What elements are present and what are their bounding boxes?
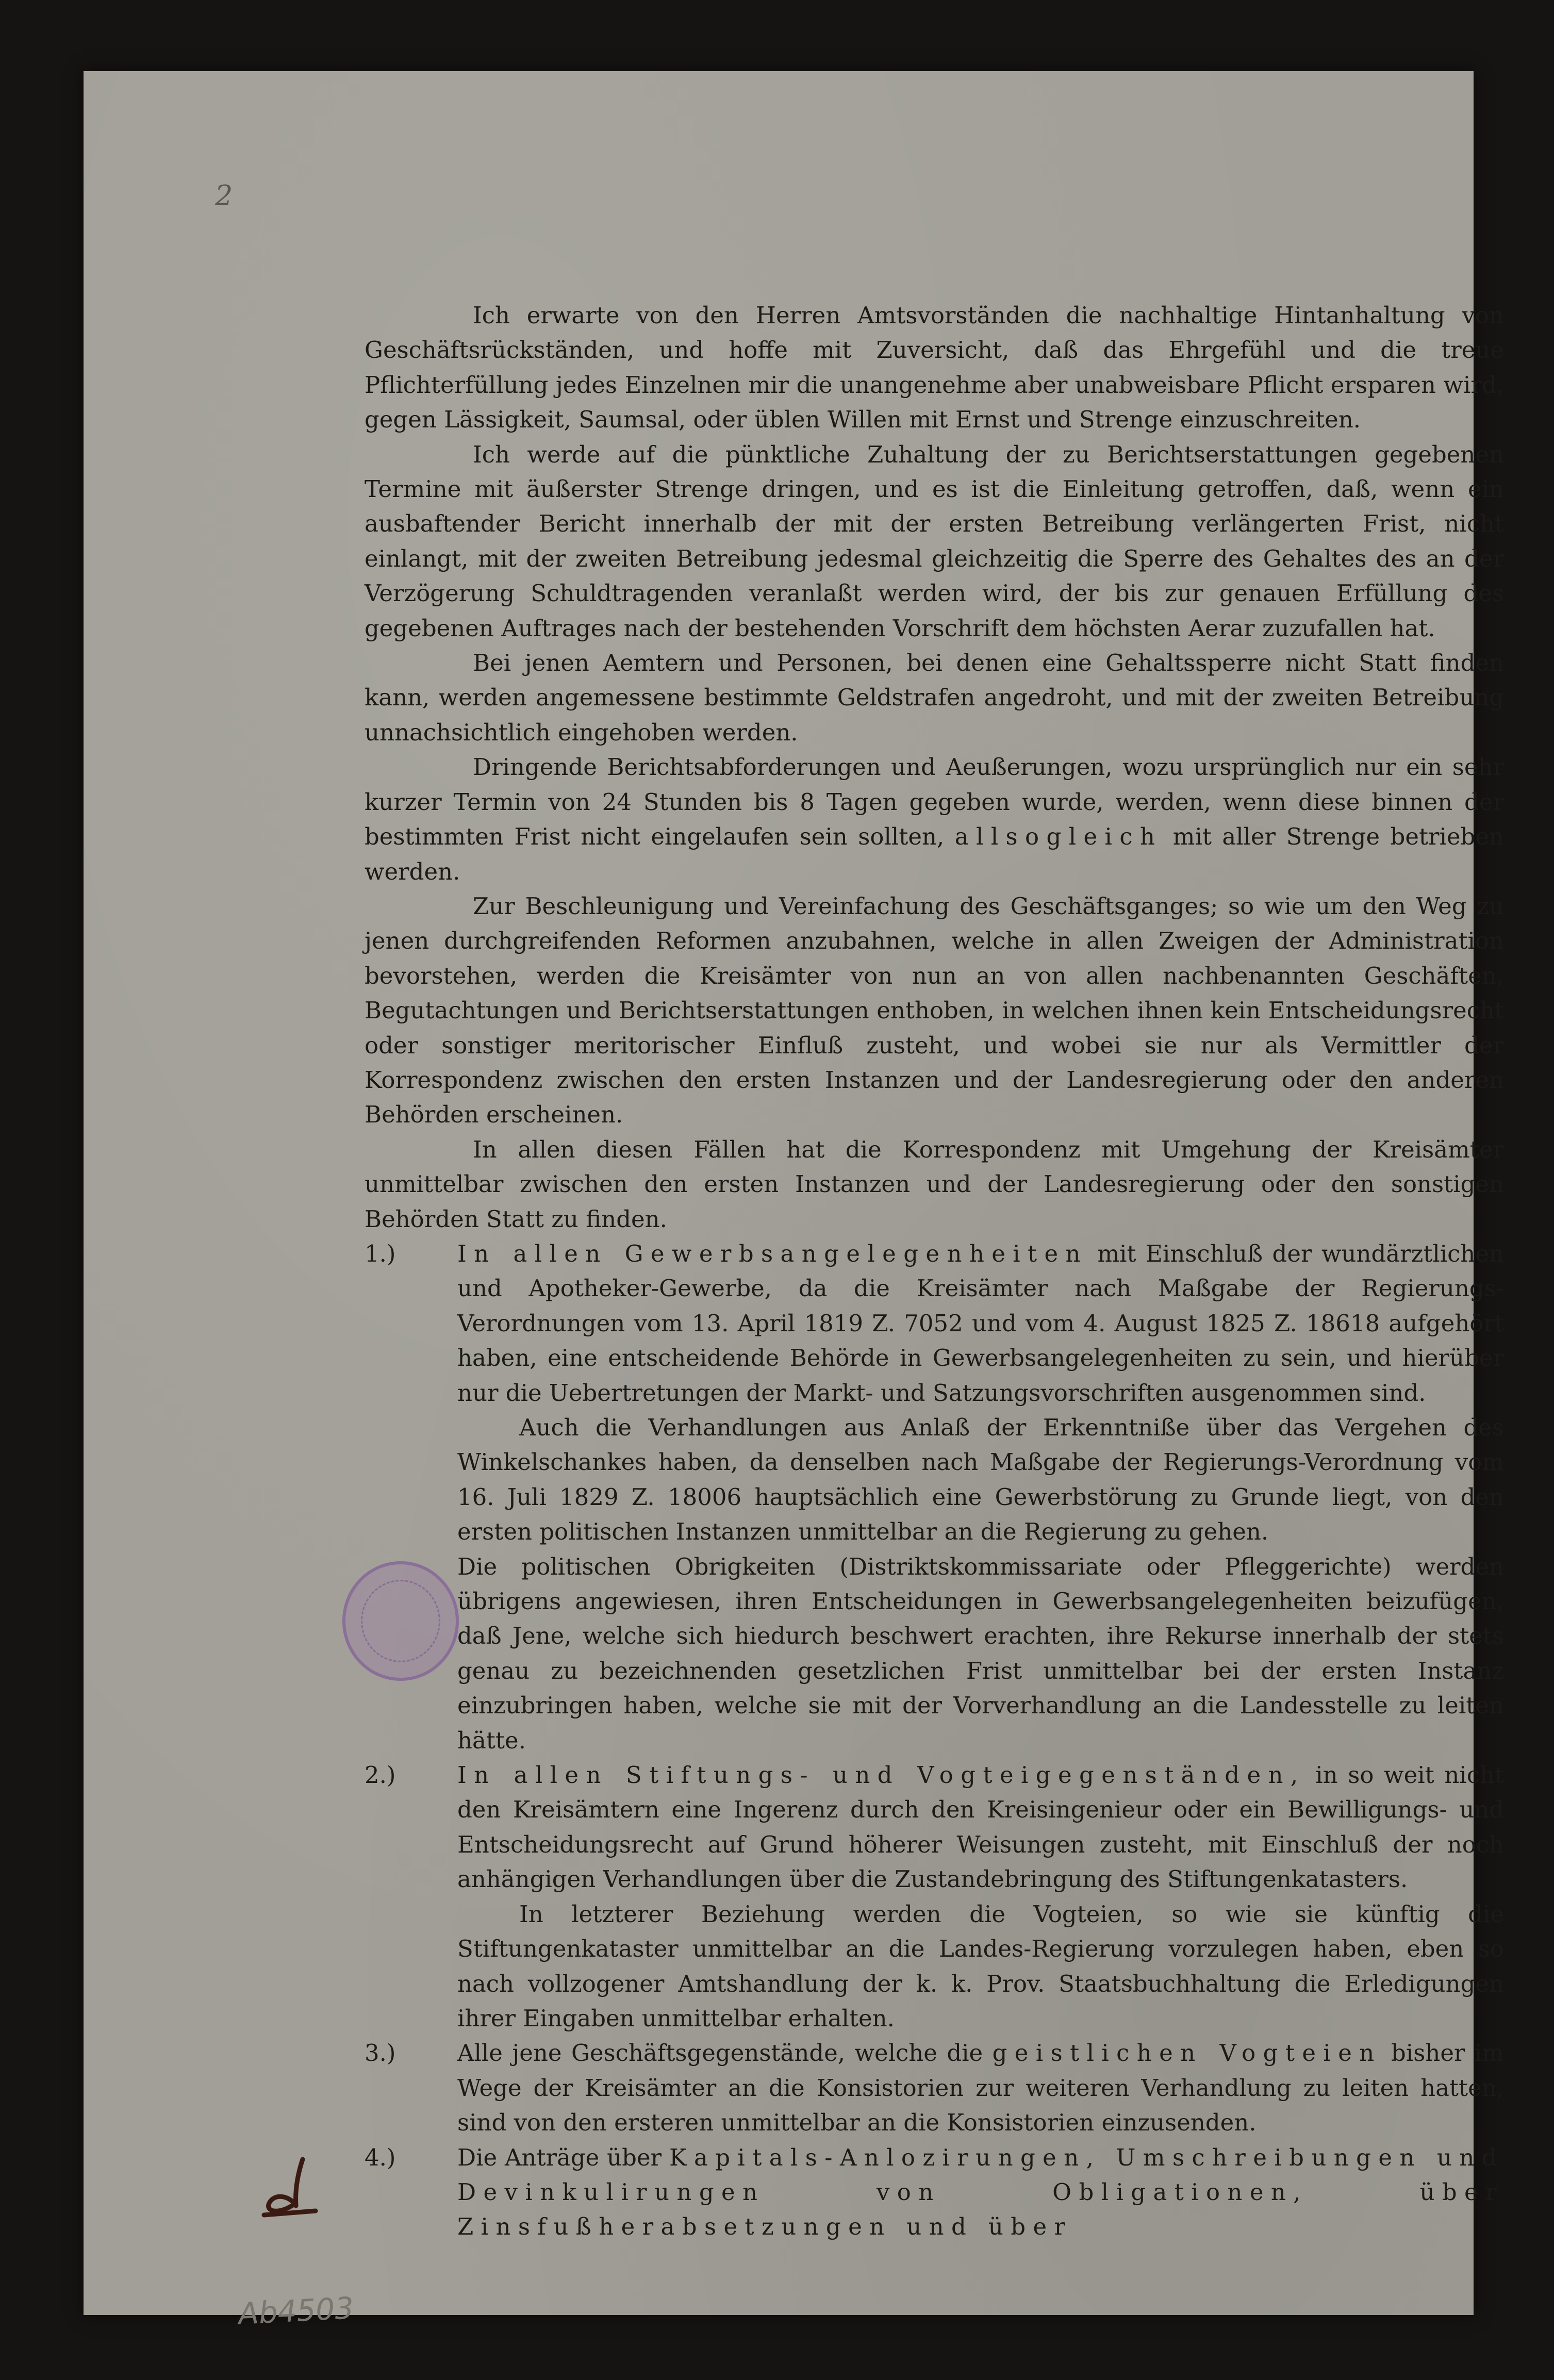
spaced-emphasis: allsogleich (954, 823, 1163, 851)
spaced-emphasis: geistlichen Vogteien (992, 2039, 1382, 2067)
item-number: 1.) (365, 1239, 396, 1267)
paragraph: In letzterer Beziehung werden die Vogteien, so wie sie künftig die Stiftungenkataster unmittelbar an die Landes-Regierung vorzulegen haben, eben so nach vollzogener Amtshandlung der k. k. Prov. Staatsbuchhaltung die Erledigungen ihrer Eingaben unmittelbar erhalten. (457, 1900, 1504, 2032)
page-number: 2 (215, 179, 233, 212)
paragraph: Zur Beschleunigung und Vereinfachung des Geschäftsganges; so wie um den Weg zu jenen durchgreifenden Reformen anzubahnen, welche in allen Zweigen der Administration bevorstehen, werden die Kreisämter von nun an von allen nachbenannten Geschäften, Begutachtungen und Berichtserstattungen enthoben, in welchen ihnen kein Entscheidungsrecht oder sonstiger meritorischer Einfluß zusteht, und wobei sie nur als Vermittler der Korrespondenz zwischen den ersten Instanzen und der Landesregierung oder den anderen Behörden erscheinen. (365, 892, 1504, 1129)
paragraph: Die politischen Obrigkeiten (Distriktskommissariate oder Pfleggerichte) werden übrigens angewiesen, ihren Entscheidungen in Gewerbsangelegenheiten beizufügen, daß Jene, welche sich hiedurch beschwert erachten, ihre Rekurse innerhalb der stets genau zu bezeichnenden gesetzlichen Frist unmittelbar bei der ersten Instanz einzubringen haben, welche sie mit der Vorverhandlung an die Landesstelle zu leiten hätte. (457, 1552, 1504, 1754)
shelf-mark: Ab4503 (237, 2290, 355, 2332)
paragraph: In allen diesen Fällen hat die Korrespondenz mit Umgehung der Kreisämter unmittelbar zwischen den ersten Instanzen und der Landesregierung oder den sonstigen Behörden Statt zu finden. (365, 1135, 1504, 1233)
document-body (365, 298, 1504, 2244)
paragraph: Ich werde auf die pünktliche Zuhaltung der zu Berichtserstattungen gegebenen Termine mit äußerster Strenge dringen, und es ist die Einleitung getroffen, daß, wenn ein ausbaftender Bericht innerhalb der mit der ersten Betreibung verlängerten Frist, nicht einlangt, mit der zweiten Betreibung jedesmal gleichzeitig die Sperre des Gehaltes des an der Verzögerung Schuldtragenden veranlaßt werden wird, der bis zur genauen Erfüllung des gegebenen Auftrages nach der bestehenden Vorschrift dem höchsten Aerar zuzufallen hat. (365, 440, 1504, 642)
paragraph: Bei jenen Aemtern und Personen, bei denen eine Gehaltssperre nicht Statt finden kann, werden angemessene bestimmte Geldstrafen angedroht, und mit der zweiten Betreibung unnachsichtlich eingehoben werden. (365, 649, 1504, 746)
paragraph: Ich erwarte von den Herren Amtsvorständen die nachhaltige Hintanhaltung von Geschäftsrückständen, und hoffe mit Zuversicht, daß das Ehrgefühl und die treue Pflichterfüllung jedes Einzelnen mir die unangenehme aber unabweisbare Pflicht ersparen wird, gegen Lässigkeit, Saumsal, oder üblen Willen mit Ernst und Strenge einzuschreiten. (365, 302, 1504, 434)
spaced-emphasis: Kapitals-Anlozirungen, Umschreibungen und Devinkulirungen von Obligationen, über Zinsfußherabsetzungen und über (457, 2143, 1504, 2241)
spaced-emphasis: In allen Stiftungs- und Vogteigegenständen, (457, 1761, 1305, 1789)
spaced-emphasis: In allen Gewerbsangelegenheiten (457, 1239, 1088, 1267)
document-sheet (84, 71, 1505, 2332)
list-item: 1.) In allen Gewerbsangelegenheiten mit Einschluß der wundärztlichen und Apotheker-Gewerbe, da die Kreisämter nach Maßgabe der Regierungs-Verordnungen vom 13. April 1819 Z. 7052 und vom 4. August 1825 Z. 18618 aufgehört haben, eine entscheidende Behörde in Gewerbsangelegenheiten zu sein, und hierüber nur die Uebertretungen der Markt- und Satzungsvorschriften ausgenommen sind. (365, 1236, 1504, 1410)
list-item: 3.) Alle jene Geschäftsgegenstände, welche die geistlichen Vogteien bisher im Wege der Kreisämter an die Konsistorien zur weiteren Verhandlung zu leiten hatten, sind von den ersteren unmittelbar an die Konsistorien einzusenden. (365, 2036, 1504, 2140)
handwritten-mark (254, 2154, 326, 2221)
list-item: 2.) In allen Stiftungs- und Vogteigegenständen, in so weit nicht den Kreisämtern eine Ingerenz durch den Kreisingenieur oder ein Bewilligungs- und Entscheidungsrecht auf Grund höherer Weisungen zusteht, mit Einschluß der noch anhängigen Verhandlungen über die Zustandebringung des Stiftungenkatasters. (365, 1758, 1504, 1897)
item-number: 2.) (365, 1761, 396, 1789)
item-number: 4.) (365, 2143, 396, 2171)
paragraph: Dringende Berichtsabforderungen und Aeußerungen, wozu ursprünglich nur ein sehr kurzer Termin von 24 Stunden bis 8 Tagen gegeben wurde, werden, wenn diese binnen der bestimmten Frist nicht eingelaufen sein sollten, allsogleich mit aller Strenge betrieben werden. (365, 753, 1505, 885)
paragraph: Auch die Verhandlungen aus Anlaß der Erkenntniße über das Vergehen des Winkelschankes haben, da denselben nach Maßgabe der Regierungs-Verordnung vom 16. Juli 1829 Z. 18006 hauptsächlich eine Gewerbstörung zu Grunde liegt, von den ersten politischen Instanzen unmittelbar an die Regierung zu gehen. (457, 1414, 1504, 1546)
item-number: 3.) (365, 2039, 396, 2067)
list-item: 4.) Die Anträge über Kapitals-Anlozirungen, Umschreibungen und Devinkulirungen von Obligationen, über Zinsfußherabsetzungen und über (365, 2140, 1504, 2244)
